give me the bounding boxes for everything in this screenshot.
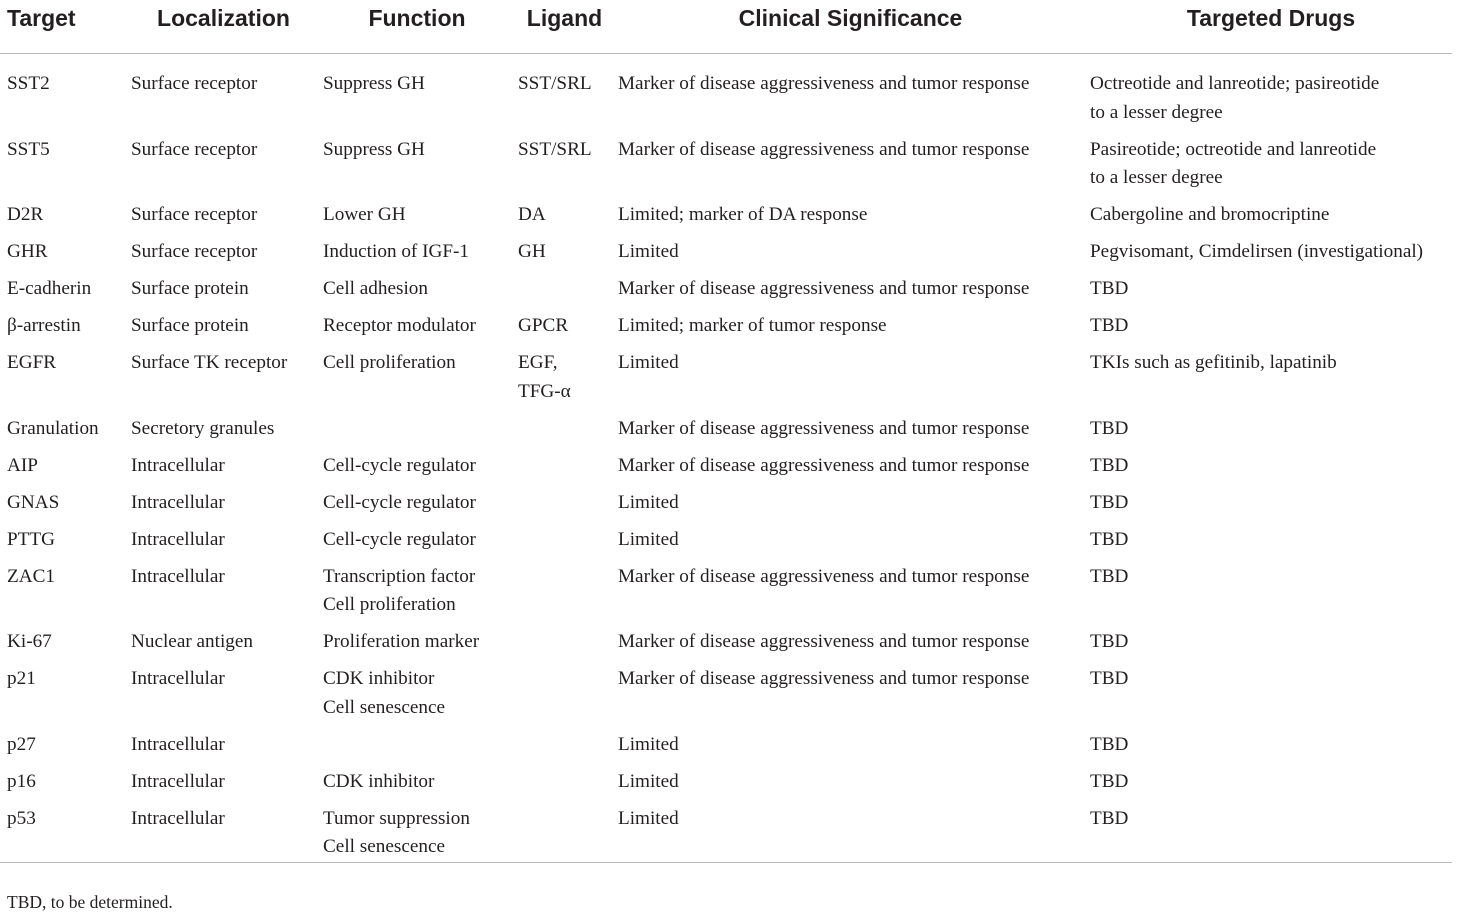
header-target: Target — [0, 0, 124, 54]
function-cell-line: Cell adhesion — [323, 278, 428, 299]
ligand-cell — [511, 201, 611, 238]
clinical-significance-cell: Limited — [611, 805, 1083, 863]
targeted-drugs-cell-line: TBD — [1090, 528, 1129, 550]
targeted-drugs-cell — [1083, 275, 1452, 312]
table-row — [0, 452, 1452, 489]
header-targeted-drugs: Targeted Drugs — [1083, 0, 1452, 54]
targeted-drugs-cell-line: TBD — [1090, 278, 1129, 299]
table-header — [0, 0, 1452, 54]
function-cell — [316, 526, 511, 563]
ligand-cell-line: DA — [518, 204, 546, 225]
targeted-drugs-cell — [1083, 805, 1452, 863]
function-cell-line: Receptor modulator — [323, 315, 476, 336]
table-footnote: TBD, to be determined. — [7, 892, 173, 912]
function-cell-line: Tumor suppression — [323, 807, 470, 829]
table-body — [0, 54, 1452, 863]
function-cell-line: Suppress GH — [323, 138, 425, 160]
clinical-significance-cell: Limited; marker of tumor response — [618, 315, 887, 336]
ligand-cell-line: SST/SRL — [518, 73, 592, 94]
function-cell — [316, 275, 511, 312]
ligand-cell — [511, 349, 611, 415]
ligand-cell — [511, 136, 611, 202]
function-cell — [316, 201, 511, 238]
targeted-drugs-cell — [1083, 312, 1452, 349]
targeted-drugs-cell-line: to a lesser degree — [1090, 101, 1223, 123]
function-cell — [316, 805, 511, 863]
ligand-cell — [511, 526, 611, 563]
targeted-drugs-cell — [1083, 665, 1452, 731]
targeted-drugs-cell-line: Pegvisomant, Cimdelirsen (investigational) — [1090, 241, 1424, 262]
localization-cell: Intracellular — [131, 668, 225, 689]
table-row — [0, 238, 1452, 275]
clinical-significance-cell: Limited — [618, 528, 679, 550]
targeted-drugs-cell-line: Octreotide and lanreotide; pasireotide — [1090, 73, 1380, 94]
function-cell-line: Cell proliferation — [323, 594, 456, 615]
function-cell-line: Cell-cycle regulator — [323, 491, 476, 513]
function-cell-line: Cell proliferation — [323, 352, 456, 373]
function-cell-line: CDK inhibitor — [323, 668, 435, 689]
target-cell: PTTG — [7, 528, 55, 550]
localization-cell: Surface TK receptor — [131, 352, 288, 373]
header-clinical-significance: Clinical Significance — [611, 0, 1083, 54]
table-row — [0, 201, 1452, 238]
targeted-drugs-cell — [1083, 349, 1452, 415]
clinical-significance-cell: Marker of disease aggressiveness and tumor response — [618, 138, 1030, 160]
target-cell: SST2 — [7, 73, 50, 94]
target-cell: SST5 — [7, 138, 50, 160]
function-cell — [316, 628, 511, 665]
targeted-drugs-cell-line: to a lesser degree — [1090, 167, 1223, 188]
function-cell — [316, 563, 511, 629]
ligand-cell-line: EGF, — [518, 352, 558, 373]
ligand-cell — [511, 768, 611, 805]
targeted-drugs-cell-line: TBD — [1090, 668, 1129, 689]
clinical-significance-cell: Marker of disease aggressiveness and tumor response — [618, 454, 1030, 476]
localization-cell: Surface receptor — [131, 73, 258, 94]
localization-cell: Intracellular — [131, 770, 225, 792]
target-cell: ZAC1 — [7, 565, 55, 587]
target-cell: GHR — [7, 241, 48, 262]
function-cell-line: Induction of IGF-1 — [323, 241, 470, 262]
function-cell — [316, 136, 511, 202]
clinical-significance-cell: Limited; marker of DA response — [618, 204, 868, 225]
ligand-cell — [511, 275, 611, 312]
targeted-drugs-cell — [1083, 526, 1452, 563]
target-cell: Granulation — [7, 417, 99, 439]
function-cell — [316, 349, 511, 415]
ligand-cell — [511, 489, 611, 526]
clinical-significance-cell: Limited — [618, 241, 679, 262]
header-function: Function — [316, 0, 511, 54]
clinical-significance-cell: Limited — [618, 770, 679, 792]
function-cell-line: Lower GH — [323, 204, 406, 225]
targeted-drugs-cell — [1083, 489, 1452, 526]
function-cell — [316, 238, 511, 275]
clinical-significance-cell: Limited — [618, 733, 679, 755]
ligand-cell — [511, 563, 611, 629]
targeted-drugs-cell-line: TBD — [1090, 807, 1129, 829]
clinical-significance-cell: Limited — [618, 352, 679, 373]
localization-cell: Intracellular — [124, 805, 316, 863]
targeted-drugs-cell — [1083, 563, 1452, 629]
function-cell-line: Suppress GH — [323, 73, 425, 94]
header-row — [0, 0, 1452, 54]
function-cell — [316, 489, 511, 526]
function-cell — [316, 54, 511, 136]
table-row — [0, 526, 1452, 563]
ligand-cell — [511, 805, 611, 863]
table-row — [0, 805, 1452, 863]
localization-cell: Surface protein — [131, 278, 249, 299]
localization-cell: Surface receptor — [131, 204, 258, 225]
function-cell — [316, 731, 511, 768]
function-cell — [316, 768, 511, 805]
ligand-cell — [511, 665, 611, 731]
targeted-drugs-cell — [1083, 415, 1452, 452]
function-cell-line: Cell-cycle regulator — [323, 528, 476, 550]
function-cell-line: Cell senescence — [323, 696, 445, 718]
function-cell — [316, 415, 511, 452]
targeted-drugs-cell — [1083, 628, 1452, 665]
ligand-cell — [511, 238, 611, 275]
targeted-drugs-cell — [1083, 731, 1452, 768]
targeted-drugs-cell-line: TBD — [1090, 454, 1129, 476]
ligand-cell-line: SST/SRL — [518, 138, 592, 160]
table-row — [0, 731, 1452, 768]
targeted-drugs-cell — [1083, 238, 1452, 275]
ligand-cell — [511, 54, 611, 136]
target-cell: D2R — [7, 204, 44, 225]
function-cell-line: CDK inhibitor — [323, 770, 435, 792]
localization-cell: Intracellular — [131, 733, 225, 755]
targeted-drugs-cell-line: TBD — [1090, 491, 1129, 513]
targeted-drugs-cell-line: Pasireotide; octreotide and lanreotide — [1090, 138, 1377, 160]
target-cell: E-cadherin — [7, 278, 92, 299]
localization-cell: Nuclear antigen — [131, 631, 253, 652]
clinical-significance-cell: Limited — [618, 491, 679, 513]
target-cell: p53 — [0, 805, 124, 863]
clinical-significance-cell: Marker of disease aggressiveness and tumor response — [618, 631, 1030, 652]
function-cell — [316, 665, 511, 731]
function-cell — [316, 312, 511, 349]
targeted-drugs-cell-line: TBD — [1090, 770, 1129, 792]
table-row — [0, 54, 1452, 136]
targeted-drugs-cell-line: TBD — [1090, 315, 1129, 336]
targeted-drugs-cell — [1083, 768, 1452, 805]
table-row — [0, 628, 1452, 665]
function-cell-line: Transcription factor — [323, 565, 476, 587]
table-row — [0, 489, 1452, 526]
localization-cell: Surface receptor — [131, 138, 258, 160]
header-ligand: Ligand — [511, 0, 611, 54]
ligand-cell — [511, 312, 611, 349]
ligand-cell-line: GPCR — [518, 315, 569, 336]
table-row — [0, 563, 1452, 629]
localization-cell: Intracellular — [131, 565, 225, 587]
localization-cell: Intracellular — [131, 491, 225, 513]
clinical-significance-cell: Marker of disease aggressiveness and tumor response — [618, 565, 1030, 587]
table-row — [0, 275, 1452, 312]
target-cell: p27 — [7, 733, 36, 755]
targeted-drugs-cell-line: TKIs such as gefitinib, lapatinib — [1090, 352, 1337, 373]
localization-cell: Surface protein — [131, 315, 249, 336]
targeted-drugs-cell-line: TBD — [1090, 565, 1129, 587]
function-cell-line: Proliferation marker — [323, 631, 480, 652]
target-cell: p16 — [7, 770, 36, 792]
targeted-drugs-cell-line: TBD — [1090, 417, 1129, 439]
function-cell-line: Cell-cycle regulator — [323, 454, 476, 476]
ligand-cell — [511, 628, 611, 665]
targeted-drugs-cell — [1083, 201, 1452, 238]
localization-cell: Intracellular — [131, 528, 225, 550]
targeted-drugs-cell-line: TBD — [1090, 631, 1129, 652]
ligand-cell-line: TFG-α — [518, 380, 571, 402]
targeted-drugs-cell-line: Cabergoline and bromocriptine — [1090, 204, 1330, 225]
table-row — [0, 136, 1452, 202]
function-cell-line: Cell senescence — [323, 836, 445, 857]
target-cell: p21 — [7, 668, 36, 689]
clinical-significance-cell: Marker of disease aggressiveness and tumor response — [618, 278, 1030, 299]
table-row — [0, 665, 1452, 731]
ligand-cell — [511, 731, 611, 768]
target-cell: β-arrestin — [7, 315, 81, 336]
clinical-significance-cell: Marker of disease aggressiveness and tumor response — [618, 73, 1030, 94]
table-row — [0, 768, 1452, 805]
targeted-drugs-cell — [1083, 136, 1452, 202]
table-row — [0, 415, 1452, 452]
target-cell: Ki-67 — [7, 631, 52, 652]
target-cell: AIP — [7, 454, 38, 476]
table-row — [0, 312, 1452, 349]
targeted-drugs-cell — [1083, 452, 1452, 489]
clinical-significance-cell: Marker of disease aggressiveness and tumor response — [618, 417, 1030, 439]
targeted-drugs-cell-line: TBD — [1090, 733, 1129, 755]
target-cell: GNAS — [7, 491, 60, 513]
ligand-cell — [511, 415, 611, 452]
localization-cell: Intracellular — [131, 454, 225, 476]
target-cell: EGFR — [7, 352, 57, 373]
ligand-cell-line: GH — [518, 241, 546, 262]
targeted-drugs-cell — [1083, 54, 1452, 136]
header-localization: Localization — [124, 0, 316, 54]
clinical-significance-cell: Marker of disease aggressiveness and tumor response — [618, 668, 1030, 689]
function-cell — [316, 452, 511, 489]
localization-cell: Surface receptor — [131, 241, 258, 262]
localization-cell: Secretory granules — [131, 417, 275, 439]
table-row — [0, 349, 1452, 415]
ligand-cell — [511, 452, 611, 489]
